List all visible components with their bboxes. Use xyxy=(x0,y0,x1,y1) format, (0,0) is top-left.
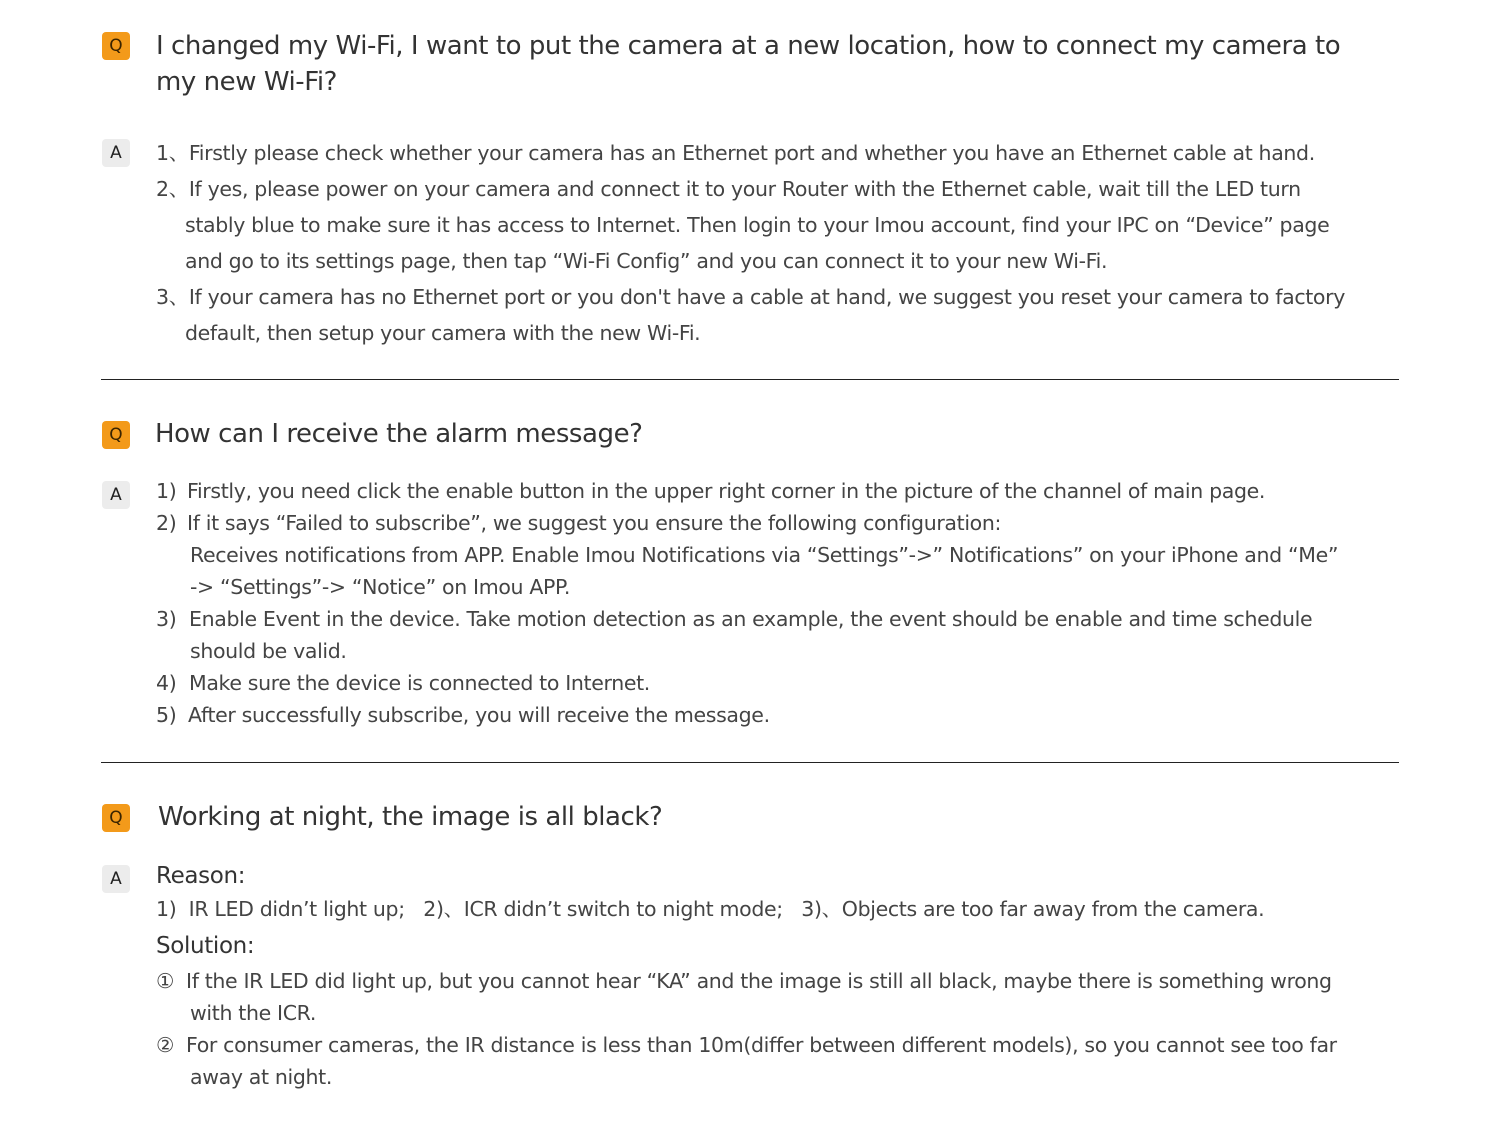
solution-line: away at night. xyxy=(190,1065,333,1089)
question-text: Working at night, the image is all black? xyxy=(158,802,663,832)
answer-item xyxy=(156,667,1416,699)
item-number: 2、 xyxy=(156,177,189,201)
answer-badge: A xyxy=(102,865,130,893)
item-number: 2) xyxy=(156,511,177,535)
item-number: 3、 xyxy=(156,285,189,309)
solution-item xyxy=(156,1029,1416,1061)
question-badge: Q xyxy=(102,32,130,60)
answer-item xyxy=(156,171,1416,207)
reason-heading: Reason: xyxy=(156,863,246,889)
item-line: If your camera has no Ethernet port or you don't have a cable at hand, we suggest you reset your camera to factory xyxy=(188,285,1345,309)
answer-badge: A xyxy=(102,481,130,509)
item-line: Firstly, you need click the enable button in the upper right corner in the picture of the channel of main page. xyxy=(187,479,1266,503)
answer-text xyxy=(156,135,1416,351)
solution-line: with the ICR. xyxy=(190,1001,317,1025)
solution-number: ② xyxy=(156,1033,175,1057)
item-line: Firstly please check whether your camera has an Ethernet port and whether you have an Ethernet cable at hand. xyxy=(188,141,1315,165)
solution-heading: Solution: xyxy=(156,933,255,959)
item-line: should be valid. xyxy=(190,639,347,663)
item-line: -> “Settings”-> “Notice” on Imou APP. xyxy=(190,575,570,599)
item-line: and go to its settings page, then tap “Wi-Fi Config” and you can connect it to your new Wi-Fi. xyxy=(185,249,1108,273)
answer-item xyxy=(156,135,1416,171)
item-line: If it says “Failed to subscribe”, we suggest you ensure the following configuration: xyxy=(187,511,1002,535)
solution-item xyxy=(156,965,1416,997)
item-number: 5) xyxy=(156,703,177,727)
section-divider xyxy=(101,379,1399,380)
question-text xyxy=(156,28,1396,100)
solution-line: If the IR LED did light up, but you cannot hear “KA” and the image is still all black, maybe there is something wrong xyxy=(186,969,1332,993)
answer-item xyxy=(156,603,1416,635)
item-number: 1) xyxy=(156,479,177,503)
solution-number: ① xyxy=(156,969,175,993)
item-line: stably blue to make sure it has access to Internet. Then login to your Imou account, find your IPC on “Device” page xyxy=(185,213,1330,237)
item-line: After successfully subscribe, you will receive the message. xyxy=(188,703,770,727)
item-line: Receives notifications from APP. Enable Imou Notifications via “Settings”->” Notifications” on your iPhone and “Me” xyxy=(190,543,1339,567)
reason-line: 1) IR LED didn’t light up; 2)、ICR didn’t switch to night mode; 3)、Objects are too far away from the camera. xyxy=(156,897,1265,921)
question-badge: Q xyxy=(102,804,130,832)
answer-item xyxy=(156,699,1416,731)
answer-item xyxy=(156,279,1416,315)
answer-text xyxy=(156,475,1416,731)
solution-line: For consumer cameras, the IR distance is less than 10m(differ between different models), so you cannot see too far xyxy=(186,1033,1337,1057)
question-badge: Q xyxy=(102,421,130,449)
answer-badge: A xyxy=(102,139,130,167)
item-line: Make sure the device is connected to Internet. xyxy=(189,671,650,695)
answer-item xyxy=(156,475,1416,507)
item-number: 4) xyxy=(156,671,177,695)
answer-item xyxy=(156,507,1416,539)
question-line: I changed my Wi-Fi, I want to put the camera at a new location, how to connect my camera to xyxy=(156,31,1341,61)
item-line: default, then setup your camera with the new Wi-Fi. xyxy=(185,321,701,345)
question-text: How can I receive the alarm message? xyxy=(155,419,643,449)
question-line: my new Wi-Fi? xyxy=(156,67,337,97)
item-line: Enable Event in the device. Take motion detection as an example, the event should be enable and time schedule xyxy=(189,607,1313,631)
item-line: If yes, please power on your camera and connect it to your Router with the Ethernet cable, wait till the LED turn xyxy=(188,177,1301,201)
item-number: 3) xyxy=(156,607,177,631)
item-number: 1、 xyxy=(156,141,189,165)
answer-text xyxy=(156,859,1416,1093)
section-divider xyxy=(101,762,1399,763)
